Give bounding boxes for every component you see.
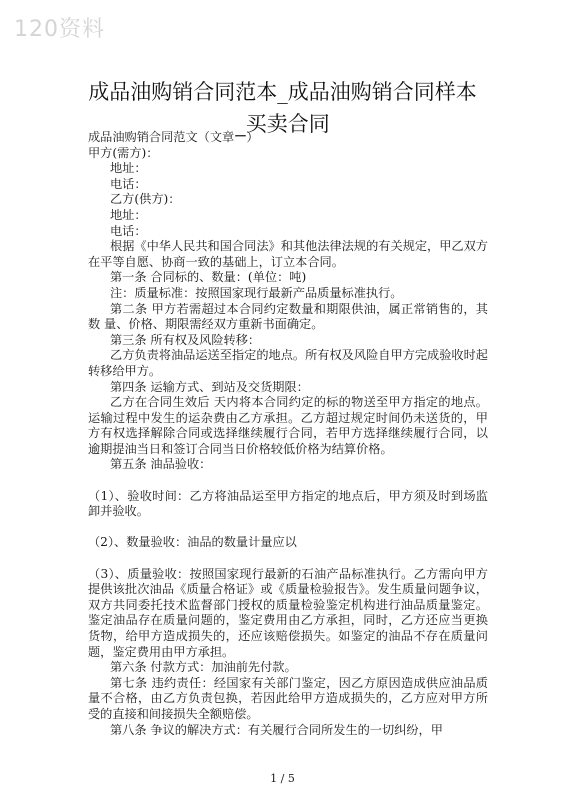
paragraph: 乙方在合同生效后 天内将本合同约定的标的物送至甲方指定的地点。运输过程中发生的运杂费由乙方承担。乙方超过规定时间仍未送货的，甲方有权选择解除合同或选择继续履行合同，若甲方选择继续履行合同，以逾期提油当日和签订合同当日价格较低价格为结算价格。 — [88, 395, 488, 456]
title-line-1: 成品油购销合同范本_成品油购销合同样本 — [88, 80, 477, 104]
paragraph: 注：质量标准：按照国家现行最新产品质量标准执行。 — [110, 285, 403, 300]
paragraph: 第七条 违约责任：经国家有关部门鉴定，因乙方原因造成供应油品质量不合格，由乙方负责包换，若因此给甲方造成损失的，乙方应对甲方所受的直接和间接损失全额赔偿。 — [88, 675, 488, 721]
blank-line — [88, 551, 488, 567]
paragraph: 第六条 付款方式：加油前先付款。 — [110, 660, 297, 675]
paragraph: （1）、验收时间：乙方将油品运至甲方指定的地点后，甲方须及时到场监卸并验收。 — [88, 488, 488, 519]
document-body — [88, 130, 488, 738]
paragraph: 电话： — [110, 223, 147, 238]
paragraph: 第二条 甲方若需超过本合同约定数量和期限供油，属正常销售的，其数 量、价格、期限需经双方重新书面确定。 — [88, 301, 488, 332]
blank-line — [88, 520, 488, 536]
paragraph: 第五条 油品验收： — [110, 457, 212, 472]
paragraph: 第四条 运输方式、到站及交货期限： — [110, 379, 309, 394]
paragraph: 地址： — [110, 207, 147, 222]
page-number: 1 / 5 — [270, 772, 295, 785]
paragraph: 第一条 合同标的、数量：(单位：吨) — [110, 270, 307, 285]
paragraph: 甲方(需方)： — [88, 145, 159, 160]
paragraph: （2）、数量验收：油品的数量计量应以 — [88, 535, 297, 550]
paragraph: 电话： — [110, 176, 147, 191]
paragraph: 根据《中华人民共和国合同法》和其他法律法规的有关规定，甲乙双方在平等自愿、协商一致的基础上，订立本合同。 — [88, 239, 488, 269]
watermark-logo: 120资料 — [14, 17, 105, 42]
title-line-2: _买卖合同 — [235, 112, 330, 136]
blank-line — [88, 473, 488, 489]
paragraph: 乙方(供方)： — [110, 192, 181, 207]
paragraph: 第三条 所有权及风险转移： — [110, 332, 261, 347]
paragraph: 第八条 争议的解决方式：有关履行合同所发生的一切纠纷，甲 — [110, 722, 443, 737]
paragraph: 乙方负责将油品运送至指定的地点。所有权及风险自甲方完成验收时起转移给甲方。 — [88, 348, 488, 378]
paragraph: 地址： — [110, 161, 147, 176]
paragraph: （3）、质量验收：按照国家现行最新的石油产品标准执行。乙方需向甲方提供该批次油品《质量合格证》或《质量检验报告》。发生质量问题争议，双方共同委托技术监督部门授权的质量检验鉴定机构进行油品质量鉴定。鉴定油品存在质量问题的，鉴定费用由乙方承担，同时，乙方还应当更换货物，给甲方造成损失的，还应该赔偿损失。如鉴定的油品不存在质量问题，鉴定费用由甲方承担。 — [88, 566, 488, 659]
paragraph: 成品油购销合同范文（文章一） — [88, 130, 259, 144]
